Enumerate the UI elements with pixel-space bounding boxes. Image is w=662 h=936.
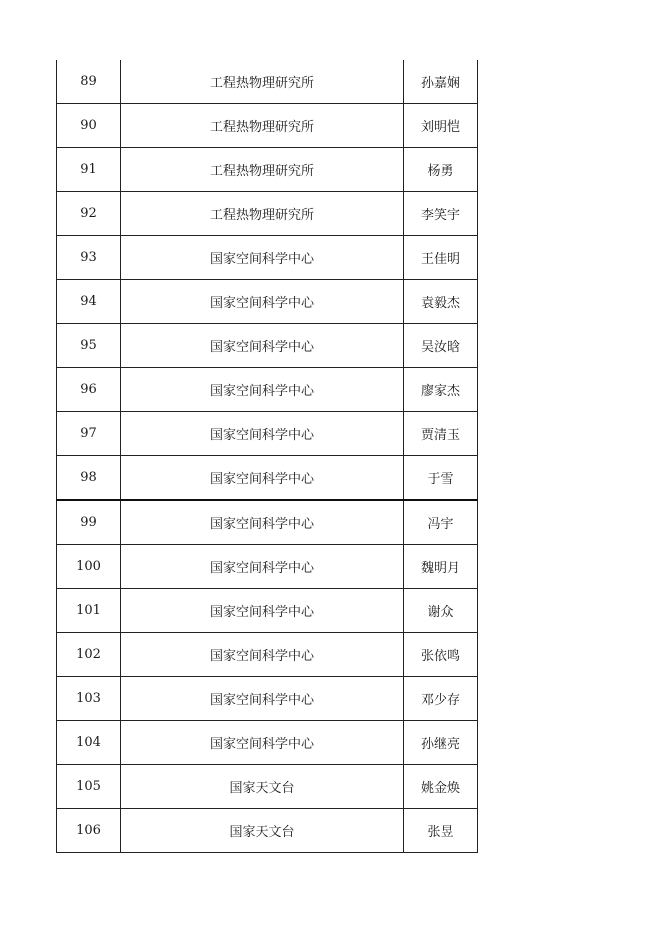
person-name: 魏明月 — [404, 545, 478, 589]
table-row — [57, 765, 478, 809]
person-name: 孙继亮 — [404, 721, 478, 765]
row-number: 91 — [57, 148, 121, 192]
table-row — [57, 721, 478, 765]
row-number: 106 — [57, 809, 121, 853]
roster-table — [56, 60, 478, 853]
institute-name: 国家空间科学中心 — [121, 589, 404, 633]
institute-name: 国家空间科学中心 — [121, 324, 404, 368]
table-row — [57, 368, 478, 412]
person-name: 吴汝晗 — [404, 324, 478, 368]
table-row — [57, 148, 478, 192]
row-number: 98 — [57, 456, 121, 501]
person-name: 姚金焕 — [404, 765, 478, 809]
person-name: 王佳明 — [404, 236, 478, 280]
person-name: 张依鸣 — [404, 633, 478, 677]
institute-name: 国家天文台 — [121, 809, 404, 853]
institute-name: 国家空间科学中心 — [121, 280, 404, 324]
institute-name: 国家空间科学中心 — [121, 456, 404, 501]
person-name: 刘明恺 — [404, 104, 478, 148]
row-number: 102 — [57, 633, 121, 677]
table-row — [57, 633, 478, 677]
table-row — [57, 236, 478, 280]
institute-name: 国家空间科学中心 — [121, 500, 404, 545]
person-name: 张昱 — [404, 809, 478, 853]
row-number: 97 — [57, 412, 121, 456]
table-row — [57, 412, 478, 456]
table-row — [57, 589, 478, 633]
table-row — [57, 809, 478, 853]
institute-name: 国家空间科学中心 — [121, 236, 404, 280]
table-row — [57, 677, 478, 721]
institute-name: 工程热物理研究所 — [121, 104, 404, 148]
person-name: 廖家杰 — [404, 368, 478, 412]
table-row — [57, 545, 478, 589]
row-number: 92 — [57, 192, 121, 236]
person-name: 李笑宇 — [404, 192, 478, 236]
institute-name: 工程热物理研究所 — [121, 148, 404, 192]
institute-name: 国家空间科学中心 — [121, 368, 404, 412]
row-number: 103 — [57, 677, 121, 721]
person-name: 邓少存 — [404, 677, 478, 721]
row-number: 94 — [57, 280, 121, 324]
row-number: 93 — [57, 236, 121, 280]
institute-name: 工程热物理研究所 — [121, 60, 404, 104]
row-number: 89 — [57, 60, 121, 104]
person-name: 袁毅杰 — [404, 280, 478, 324]
row-number: 99 — [57, 500, 121, 545]
table-row — [57, 192, 478, 236]
row-number: 96 — [57, 368, 121, 412]
row-number: 101 — [57, 589, 121, 633]
row-number: 104 — [57, 721, 121, 765]
table-row — [57, 324, 478, 368]
institute-name: 国家空间科学中心 — [121, 677, 404, 721]
person-name: 贾清玉 — [404, 412, 478, 456]
table-row — [57, 104, 478, 148]
institute-name: 国家空间科学中心 — [121, 633, 404, 677]
row-number: 95 — [57, 324, 121, 368]
person-name: 孙嘉娴 — [404, 60, 478, 104]
row-number: 100 — [57, 545, 121, 589]
person-name: 于雪 — [404, 456, 478, 501]
table-row — [57, 60, 478, 104]
institute-name: 工程热物理研究所 — [121, 192, 404, 236]
table-row — [57, 500, 478, 545]
person-name: 谢众 — [404, 589, 478, 633]
institute-name: 国家空间科学中心 — [121, 721, 404, 765]
institute-name: 国家空间科学中心 — [121, 412, 404, 456]
institute-name: 国家天文台 — [121, 765, 404, 809]
person-name: 杨勇 — [404, 148, 478, 192]
row-number: 105 — [57, 765, 121, 809]
person-name: 冯宇 — [404, 500, 478, 545]
institute-name: 国家空间科学中心 — [121, 545, 404, 589]
table-row — [57, 456, 478, 501]
row-number: 90 — [57, 104, 121, 148]
table-row — [57, 280, 478, 324]
